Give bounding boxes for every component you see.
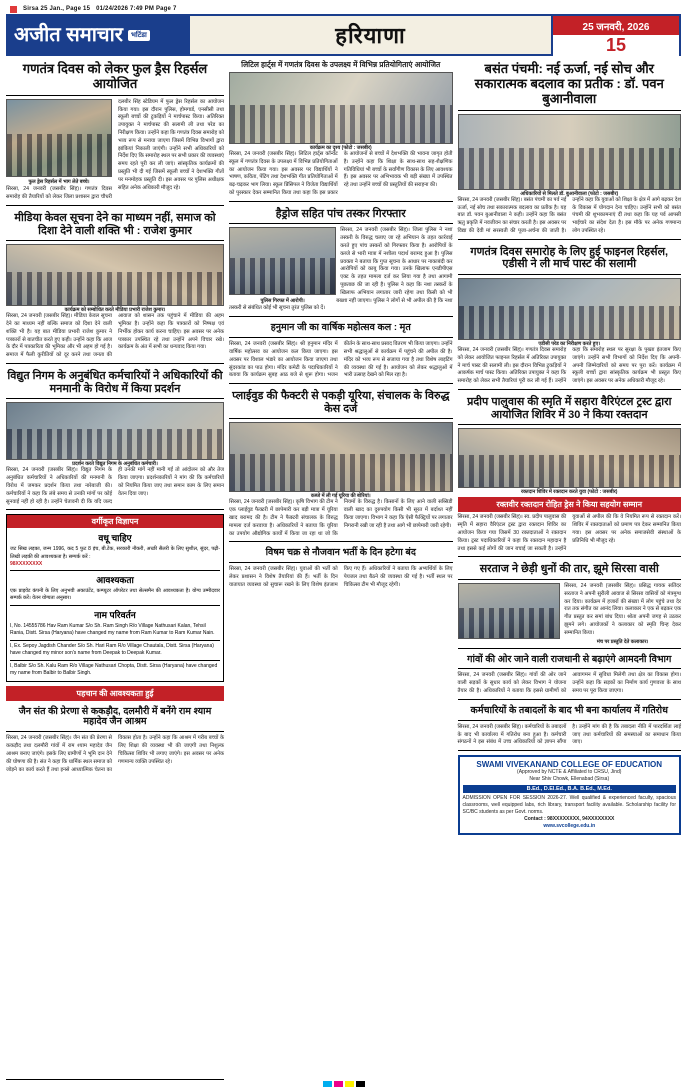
photo-subjects xyxy=(459,148,681,189)
article-photo xyxy=(6,99,112,177)
photo-sky xyxy=(230,73,452,105)
classified-phone: 98XXXXXXXX xyxy=(10,560,43,567)
headline: सरताज ने छेड़ी धुनों की तार, झूमे सिरसा वासी xyxy=(458,563,682,580)
article-photo xyxy=(229,227,336,295)
article-media-rajesh-kumar xyxy=(6,210,224,364)
photo-caption: एडीसी परेड का निरीक्षण करते हुए। xyxy=(538,341,601,348)
article-text: सिरसा, 24 जनवरी (जसबीर सिंह)। कर्मचारियों के तबादलों के बाद भी कार्यालय में गतिरोध बना हुआ है। कर्मचारी संगठनों ने इस संबंध में उच्च अधिकारियों को ज्ञापन सौंपा है। उन्होंने मांग की है कि तबादला नीति में पारदर्शिता लाई जाए तथा कर्मचारियों की समस्याओं का समाधान किया जाए। xyxy=(457,723,681,746)
edition-tag: भटिंडा xyxy=(128,30,150,41)
article-text: सिरसा, 24 जनवरी (जसबीर सिंह)। प्रसिद्ध गायक सतिंदर सरताज ने अपनी सुरीली आवाज से सिरसा वासियों को मंत्रमुग्ध कर दिया। कार्यक्रम में हजारों की संख्या में लोग पहुंचे तथा देर रात तक संगीत का आनंद लिया। कलाकार ने एक से बढ़कर एक गीत प्रस्तुत कर समां बांध दिया। श्रोता अपनी जगह से उठकर झूमने लगे। आयोजकों ने कलाकार को स्मृति चिन्ह देकर सम्मानित किया। xyxy=(564,582,681,636)
article-text: सिरसा, 24 जनवरी (जसबीर सिंह)। गणतंत्र दिवस समारोह की तैयारियों को लेकर जिला प्रशासन द्वारा चौधरी दलबीर सिंह स्टेडियम में फुल ड्रेस रिहर्सल का आयोजन किया गया। इस दौरान पुलिस, होमगार्ड, एनसीसी तथा स्कूली बच्चों की टुकड़ियों ने मार्चपास्ट किया। अतिरिक्त उपायुक्त ने मार्चपास्ट की सलामी ली तथा परेड का निरीक्षण किया। उन्होंने कहा कि गणतंत्र दिवस समारोह को भव्य रूप से मनाया जाएगा जिसमें विभिन्न विभागों द्वारा झांकियां निकाली जाएंगी। उन्होंने सभी अधिकारियों को निर्देश दिए कि समारोह स्थल पर सभी प्रकार की व्यवस्थाएं समय रहते पूरी कर ली जाएं। सांस्कृतिक कार्यक्रमों की प्रस्तुति भी दी गई जिसमें स्कूली बच्चों ने देशभक्ति गीतों पर मनमोहक प्रस्तुति दी। इस अवसर पर पुलिस अधीक्षक सहित अनेक अधिकारी मौजूद रहे। xyxy=(6,98,224,201)
article-basant-panchami xyxy=(458,60,682,240)
photo-sky xyxy=(230,228,335,258)
college-advertisement[interactable] xyxy=(458,755,682,835)
article-text: सिरसा, 24 जनवरी (जसबीर सिंह)। जैन संत की प्रेरणा से ककड़ौद तथा दलमौरी गांवों में राम श्याम महादेव जैन आश्रम बनाए जाएंगे। इसके लिए ग्रामीणों ने भूमि दान देने की घोषणा की है। संत ने कहा कि धार्मिक स्थल समाज को जोड़ने का कार्य करते हैं तथा इनसे आध्यात्मिक चेतना का विकास होता है। उन्होंने कहा कि आश्रम में गरीब बच्चों के लिए शिक्षा की व्यवस्था भी की जाएगी तथा निशुल्क चिकित्सा शिविर भी लगाए जाएंगे। इस अवसर पर अनेक गणमान्य व्यक्ति उपस्थित रहे। xyxy=(6,735,224,773)
requirement-title: आवश्यकता xyxy=(96,575,134,586)
article-photo xyxy=(229,72,453,144)
namechange-item-1: I, No. 14555786 Hav Ram Kumar S/o Sh. Ram Singh R/o Village Nathusari Kalan, Tehsil Rania, Distt. Sirsa (Haryana) have changed my name from Ram Kumar to Ram Kumar Nain. xyxy=(10,622,215,637)
masthead-meta xyxy=(553,16,679,54)
issue-date: 25 जनवरी, 2026 xyxy=(553,16,679,35)
article-blood-donation-camp xyxy=(458,394,682,557)
photo-caption: कब्जे में ली गई यूरिया की बोरियां। xyxy=(310,493,371,500)
topbar-meta: 01/24/2026 7:49 PM Page 7 xyxy=(96,6,177,12)
college-approval: (Approved by NCTE & Affiliated to CRSU, Jind) xyxy=(517,769,622,776)
page-grid xyxy=(6,60,681,1080)
article-text: सिरसा, 24 जनवरी (जसबीर सिंह)। मीडिया केवल सूचना देने का माध्यम नहीं बल्कि समाज को दिशा देने वाली शक्ति भी है। यह बात मीडिया प्रभारी राजेश कुमार ने पत्रकारों से बातचीत करते हुए कही। उन्होंने कहा कि आज के दौर में पत्रकारिता की भूमिका और भी अहम हो गई है। समाज में फैली कुरीतियों को दूर करने तथा जनता की आवाज को शासन तक पहुंचाने में मीडिया की अहम भूमिका है। उन्होंने कहा कि पत्रकारों को निष्पक्ष एवं निर्भीक होकर कार्य करना चाहिए। इस अवसर पर अनेक पत्रकार उपस्थित रहे तथा उन्होंने अपने विचार रखे। कार्यक्रम के अंत में सभी का धन्यवाद किया गया। xyxy=(6,313,224,359)
column-middle xyxy=(229,60,453,1080)
photo-subjects xyxy=(459,306,681,339)
column-right xyxy=(458,60,682,1080)
photo-caption: फुल ड्रेस रिहर्सल में भाग लेते बच्चे। xyxy=(28,178,90,185)
college-contact: Contact : 98XXXXXXXX, 94XXXXXXXX xyxy=(524,816,615,823)
article-body xyxy=(6,99,224,202)
namechange-title: नाम परिवर्तन xyxy=(94,609,136,620)
namechange-item-3: I, Balbir S/o Sh. Kalu Ram R/o Village Nathusari Chopta, Distt. Sirsa (Haryana) have changed my name from Balbir to Balbir Singh. xyxy=(10,662,218,677)
article-little-hearts xyxy=(229,60,453,202)
masthead xyxy=(6,14,681,56)
divider xyxy=(10,605,220,606)
photo-subjects xyxy=(7,134,111,176)
article-recruitment xyxy=(229,546,453,1080)
photo-subjects xyxy=(230,454,452,491)
article-photo xyxy=(458,278,682,340)
college-courses: B.Ed., D.El.Ed., B.A. B.Ed., M.Ed. xyxy=(463,785,677,793)
cmyk-registration-marks xyxy=(323,1081,365,1087)
classified-body: जट सिख लड़का, जन्म 1996, कद 5 फुट 8 इंच, बी.टेक, सरकारी नौकरी, अच्छी सैलरी के लिए सुशील, सुंदर, पढ़ी-लिखी लड़की की आवश्यकता है। सम्पर्क करें : xyxy=(10,546,220,560)
section-title: हरियाणा xyxy=(335,23,406,48)
photo-sky xyxy=(7,245,223,272)
kicker: लिटिल हार्ट्स में गणतंत्र दिवस के उपलक्ष्य में विभिन्न प्रतियोगिताएं आयोजित xyxy=(241,60,441,69)
photo-sky xyxy=(7,403,223,428)
article-text: सिरसा, 24 जनवरी (जसबीर सिंह)। स्व. प्रदीप पालुवास की स्मृति में सहारा वैरिएंटल ट्रस्ट द्वारा रक्तदान शिविर का आयोजन किया गया जिसमें 30 रक्तदाताओं ने रक्तदान किया। ट्रस्ट पदाधिकारियों ने कहा कि रक्तदान महादान है तथा इससे कई लोगों की जान बचाई जा सकती है। उन्होंने युवाओं से अपील की कि वे नियमित रूप से रक्तदान करें। शिविर में रक्तदाताओं को प्रमाण पत्र देकर सम्मानित किया गया। इस अवसर पर अनेक समाजसेवी संस्थाओं के प्रतिनिधि भी मौजूद रहे। xyxy=(457,514,681,552)
divider xyxy=(10,640,220,641)
article-smugglers-arrested xyxy=(229,206,453,317)
article-photo xyxy=(6,402,224,460)
article-photo xyxy=(458,114,682,190)
photo-subjects xyxy=(230,105,452,144)
headline: गणतंत्र दिवस को लेकर फुल ड्रैस रिहर्सल आयोजित xyxy=(6,62,224,96)
article-text: सिरसा, 24 जनवरी (जसबीर सिंह)। कृषि विभाग की टीम ने एक प्लाईवुड फैक्टरी में छापेमारी कर बड़ी मात्रा में यूरिया खाद बरामद की है। टीम ने फैक्टरी संचालक के विरुद्ध मामला दर्ज करवाया है। अधिकारियों ने बताया कि यूरिया का उपयोग औद्योगिक कार्यों में किया जा रहा था जो कि नियमों के विरुद्ध है। किसानों के लिए आने वाली सब्सिडी वाली खाद का दुरुपयोग किसी भी सूरत में बर्दाश्त नहीं किया जाएगा। विभाग ने कहा कि ऐसी फैक्ट्रियों पर लगातार निगरानी रखी जा रही है तथा आगे भी छापेमारी जारी रहेगी। xyxy=(229,499,453,537)
requirement-body: एक प्राइवेट कंपनी के लिए अनुभवी अकाउंटेंट, कम्प्यूटर ऑपरेटर तथा सेल्समैन की आवश्यकता है। योग्य उम्मीदवार सम्पर्क करें। वेतन योग्यता अनुसार। xyxy=(10,588,220,602)
article-village-roads xyxy=(458,653,682,700)
article-text: सिरसा, 24 जनवरी (जसबीर सिंह)। विद्युत निगम के अनुबंधित कर्मचारियों ने अधिकारियों की मनमानी के विरोध में जमकर प्रदर्शन किया तथा नारेबाजी की। कर्मचारियों ने कहा कि लंबे समय से उनकी मांगों पर कोई सुनवाई नहीं हो रही है। उन्होंने चेतावनी दी कि यदि जल्द ही उनकी मांगें नहीं मानी गईं तो आंदोलन को और तेज किया जाएगा। प्रदर्शनकारियों ने मांग की कि कर्मचारियों को नियमित किया जाए तथा समान काम के लिए समान वेतन दिया जाए। xyxy=(6,467,224,505)
divider xyxy=(10,570,220,571)
article-photo xyxy=(229,422,453,492)
article-jain-ashram xyxy=(6,705,224,1080)
column-left xyxy=(6,60,224,1080)
photo-subjects xyxy=(230,258,335,294)
college-address: Near Shiv Chowk, Ellenabad (Sirsa) xyxy=(529,776,610,783)
article-text: सिरसा, 24 जनवरी (जसबीर सिंह)। लिटिल हार्ट्स कॉन्वेंट स्कूल में गणतंत्र दिवस के उपलक्ष्य में विभिन्न प्रतियोगिताओं का आयोजन किया गया। इस अवसर पर विद्यार्थियों ने भाषण, कविता, पेंटिंग तथा देशभक्ति गीत प्रतियोगिताओं में बढ़-चढ़कर भाग लिया। स्कूल प्रिंसिपल ने विजेता विद्यार्थियों को पुरस्कार देकर सम्मानित किया तथा कहा कि इस प्रकार के आयोजनों से बच्चों में देशभक्ति की भावना जागृत होती है। उन्होंने कहा कि शिक्षा के साथ-साथ सह-शैक्षणिक गतिविधियां भी बच्चों के सर्वांगीण विकास के लिए आवश्यक हैं। इस अवसर पर अभिभावक भी बड़ी संख्या में उपस्थित रहे तथा उन्होंने बच्चों की प्रस्तुतियों की सराहना की। xyxy=(229,151,453,196)
headline: हैड्रोज सहित पांच तस्कर गिरफ्तार xyxy=(229,208,453,225)
photo-sky xyxy=(230,423,452,454)
photo-sky xyxy=(459,115,681,148)
blood-donation-subbar: रक्तवीर रक्तदान रोहित ड्रेस ने किया सहयोग सम्मान xyxy=(458,497,682,512)
article-text: सिरसा, 24 जनवरी (जसबीर सिंह)। श्री हनुमान मंदिर में वार्षिक महोत्सव का आयोजन कल किया जाएगा। इस अवसर पर विशाल भंडारे का आयोजन किया जाएगा तथा सुंदरकांड का पाठ होगा। मंदिर कमेटी के पदाधिकारियों ने बताया कि कार्यक्रम सुबह आठ बजे से शुरू होगा। भजन कीर्तन के साथ-साथ प्रसाद वितरण भी किया जाएगा। उन्होंने सभी श्रद्धालुओं से कार्यक्रम में पहुंचने की अपील की है। मंदिर को भव्य रूप से सजाया गया है तथा विशेष लाइटिंग की व्यवस्था की गई है। आयोजन को लेकर श्रद्धालुओं में भारी उत्साह देखने को मिल रहा है। xyxy=(229,341,453,379)
college-website[interactable]: www.svcollege.edu.in xyxy=(543,823,596,830)
article-text: सिरसा, 24 जनवरी (जसबीर सिंह)। गांवों की ओर जाने वाली सड़कों के सुधार कार्य को लेकर विभाग ने योजना तैयार की है। अधिकारियों ने बताया कि इससे ग्रामीणों को आवागमन में सुविधा मिलेगी तथा क्षेत्र का विकास होगा। उन्होंने कहा कि सड़कों का निर्माण कार्य गुणवत्ता के साथ समय पर पूरा किया जाएगा। xyxy=(457,672,681,695)
article-electricity-protest xyxy=(6,368,224,510)
classified-ads-box xyxy=(6,514,224,681)
headline: कर्मचारियों के तबादलों के बाद भी बना कार्यालय में गतिरोध xyxy=(458,706,682,721)
photo-subjects xyxy=(7,429,223,460)
article-final-rehearsal-adc xyxy=(458,244,682,390)
cyan-mark xyxy=(323,1081,332,1087)
college-text: ADMISSION OPEN FOR SESSION 2026-27. Well qualified & experienced faculty, spacious classrooms, well equipped labs, rich library, transport facility available. Scholarship facility for SC/BC students as per Govt. norms. xyxy=(462,795,676,816)
article-text: सिरसा, 24 जनवरी (जसबीर सिंह)। युवाओं की भर्ती को लेकर प्रशासन ने विशेष तैयारियां की हैं। भर्ती के दिन यातायात व्यवस्था को सुचारू रखने के लिए विशेष इंतजाम किए गए हैं। अधिकारियों ने बताया कि अभ्यर्थियों के लिए पेयजल तथा बैठने की व्यवस्था की गई है। भर्ती स्थल पर चिकित्सा टीम भी मौजूद रहेगी। xyxy=(229,566,453,588)
photo-sky xyxy=(459,584,560,608)
article-satinder-sartaj xyxy=(458,561,682,648)
photo-caption: प्रदर्शन करते विद्युत निगम के अनुबंधित कर्मचारी। xyxy=(72,461,158,468)
photo-subjects xyxy=(459,455,681,487)
photo-caption: रक्तदान शिविर में रक्तदान करते युवा (फोटो : जसबीर) xyxy=(521,489,618,496)
page-number: 15 xyxy=(553,35,679,56)
article-photo xyxy=(458,583,561,639)
headline: बसंत पंचमी: नई ऊर्जा, नई सोच और सकारात्मक बदलाव का प्रतीक : डॉ. पवन बुआनीवाला xyxy=(458,62,682,111)
headline: प्लाईवुड की फैक्टरी से पकड़ी यूरिया, संचालक के विरुद्ध केस दर्ज xyxy=(229,390,453,419)
photo-caption: कार्यक्रम को सम्बोधित करते मीडिया प्रभारी राजेश कुमार। xyxy=(64,307,166,314)
photo-caption: मंच पर प्रस्तुति देते कलाकार। xyxy=(596,638,649,645)
photo-sky xyxy=(459,429,681,455)
article-fulldress-rehearsal xyxy=(6,60,224,206)
headline: गणतंत्र दिवस समारोह के लिए हुई फाइनल रिहर्सल, एडीसी ने ली मार्च पास्ट की सलामी xyxy=(458,246,682,275)
newspaper-logo: अजीत समाचार xyxy=(14,24,123,46)
article-office-deadlock xyxy=(458,704,682,751)
article-text: सिरसा, 24 जनवरी (जसबीर सिंह)। जिला पुलिस ने नशा तस्करी के विरुद्ध चलाए जा रहे अभियान के तहत कार्रवाई करते हुए पांच तस्करों को गिरफ्तार किया है। आरोपियों के कब्जे से भारी मात्रा में नशीला पदार्थ बरामद हुआ है। पुलिस प्रवक्ता ने बताया कि गुप्त सूचना के आधार पर नाकाबंदी कर आरोपियों को काबू किया गया। उनके खिलाफ एनडीपीएस एक्ट के तहत मामला दर्ज कर लिया गया है तथा आगामी पूछताछ की जा रही है। पुलिस ने कहा कि नशा तस्करों के खिलाफ अभियान लगातार जारी रहेगा तथा किसी को भी बख्शा नहीं जाएगा। पुलिस ने लोगों से भी अपील की है कि नशा तस्करी से संबंधित कोई भी सूचना तुरंत पुलिस को दें। xyxy=(229,227,453,312)
article-photo xyxy=(6,244,224,306)
masthead-brand xyxy=(8,16,188,54)
article-text: सिरसा, 24 जनवरी (जसबीर सिंह)। बसंत पंचमी का पर्व नई ऊर्जा, नई सोच तथा सकारात्मक बदलाव का प्रतीक है। यह बात डॉ. पवन बुआनीवाला ने कही। उन्होंने कहा कि बसंत ऋतु प्रकृति में नवजीवन का संचार करती है। इस अवसर पर विद्या की देवी मां सरस्वती की पूजा-अर्चना की जाती है। उन्होंने कहा कि युवाओं को शिक्षा के क्षेत्र में आगे बढ़कर देश के विकास में योगदान देना चाहिए। उन्होंने सभी को बसंत पंचमी की शुभकामनाएं दीं तथा कहा कि यह पर्व आपसी भाईचारे का संदेश देता है। इस मौके पर अनेक गणमान्य लोग उपस्थित रहे। xyxy=(457,196,681,234)
headline: मीडिया केवल सूचना देने का माध्यम नहीं, समाज को दिशा देने वाली शक्ति भी : राजेश कुमार xyxy=(6,212,224,241)
headline: विषम चक्र से नौजवान भर्ती के दिन हटेगा बंद xyxy=(229,548,453,563)
article-plywood-urea xyxy=(229,388,453,542)
article-photo xyxy=(458,428,682,488)
color-marker-icon xyxy=(10,6,17,13)
namechange-item-2: I, Ex. Sepoy Jagdish Chander S/o Sh. Hari Ram R/o Village Chautala, Distt. Sirsa (Haryana) have changed my minor son's name from Deepak to Deepak Kumar. xyxy=(10,642,214,657)
photo-subjects xyxy=(7,272,223,305)
print-topbar xyxy=(6,4,681,14)
photo-caption: कार्यक्रम का दृश्य (फोटो : जसबीर) xyxy=(309,145,372,151)
photo-caption: पुलिस गिरफ्त में आरोपी। xyxy=(260,298,305,305)
headline: हनुमान जी का वार्षिक महोत्सव कल : मृत xyxy=(229,323,453,338)
divider xyxy=(10,660,220,661)
yellow-mark xyxy=(345,1081,354,1087)
masthead-section xyxy=(188,16,553,54)
classified-subtitle: वधू चाहिए xyxy=(98,533,132,544)
topbar-text: Sirsa 25 Jan., Page 15 xyxy=(23,6,91,12)
headline: विद्युत निगम के अनुबंधित कर्मचारियों ने अधिकारियों की मनमानी के विरोध में किया प्रदर्शन xyxy=(6,370,224,399)
magenta-mark xyxy=(334,1081,343,1087)
photo-sky xyxy=(7,100,111,134)
photo-caption: अधिकारियों से मिलते डॉ. बुआनीवाला (फोटो : जसबीर) xyxy=(520,190,619,197)
photo-sky xyxy=(459,279,681,306)
photo-subjects xyxy=(459,608,560,638)
ad-footer-tagline: पहचान की आवश्यकता हुई xyxy=(6,686,224,701)
headline: गांवों की ओर जाने वाली राजधानी से बढ़ाएंगे आमदनी विभाग xyxy=(458,655,682,670)
college-name: SWAMI VIVEKANAND COLLEGE OF EDUCATION xyxy=(476,760,663,770)
article-hanuman-festival xyxy=(229,321,453,384)
headline: प्रदीप पालुवास की स्मृति में सहारा वैरिएंटल ट्रस्ट द्वारा आयोजित शिविर में 30 ने किया रक्तदान xyxy=(458,396,682,425)
classified-title: वर्गीकृत विज्ञापन xyxy=(7,515,223,528)
article-text: सिरसा, 24 जनवरी (जसबीर सिंह)। गणतंत्र दिवस समारोह को लेकर आयोजित फाइनल रिहर्सल में अतिरिक्त उपायुक्त ने मार्च पास्ट की सलामी ली। इस दौरान विभिन्न टुकड़ियों ने आकर्षक मार्च पास्ट किया। अतिरिक्त उपायुक्त ने कहा कि समारोह को लेकर सभी तैयारियां पूरी कर ली गई हैं। उन्होंने कहा कि समारोह स्थल पर सुरक्षा के पुख्ता इंतजाम किए जाएंगे। उन्होंने सभी विभागों को निर्देश दिए कि अपनी-अपनी जिम्मेदारियों को समय पर पूरा करें। कार्यक्रम में स्कूली बच्चों द्वारा सांस्कृतिक कार्यक्रम भी प्रस्तुत किए जाएंगे। इस अवसर पर अनेक अधिकारी मौजूद रहे। xyxy=(457,347,681,385)
headline: जैन संत की प्रेरणा से ककड़ौद, दलमौरी में बनेंगे राम श्याम महादेव जैन आश्रम xyxy=(6,707,224,733)
black-mark xyxy=(356,1081,365,1087)
